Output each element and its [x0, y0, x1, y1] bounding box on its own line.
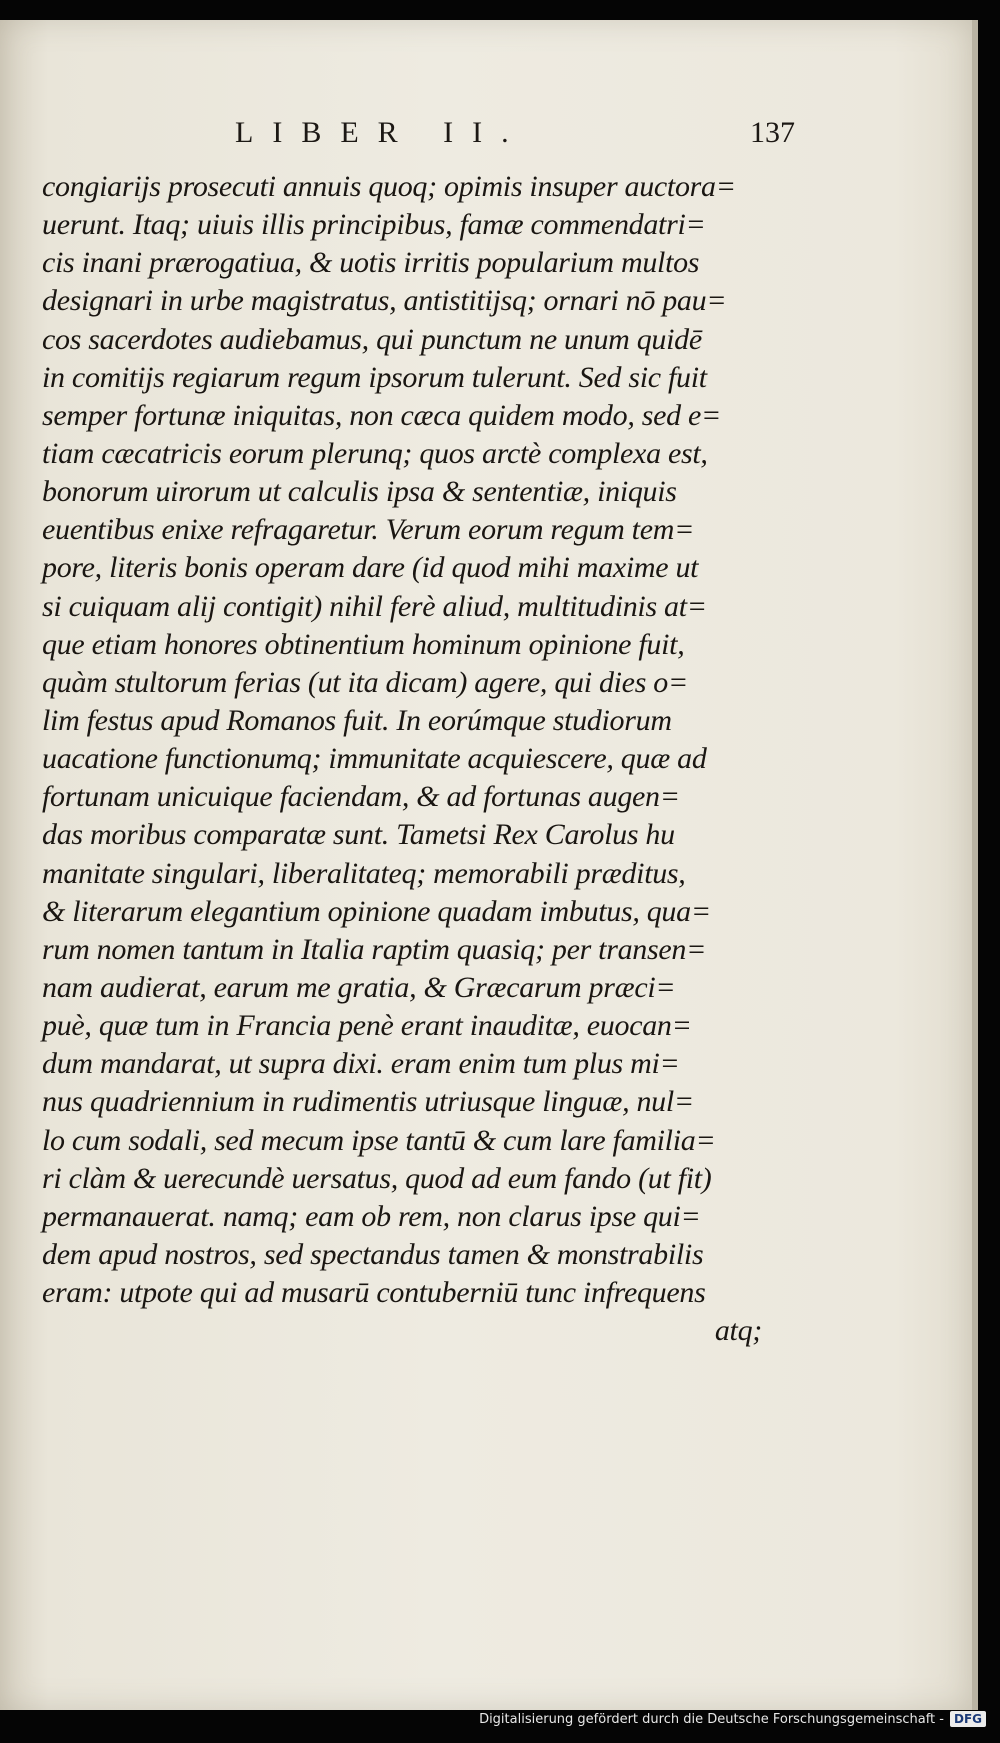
- text-line: manitate singulari, liberalitateq; memorabili præditus,: [42, 856, 686, 890]
- text-line: cis inani prærogatiua, & uotis irritis popularium multos: [42, 246, 700, 280]
- credit-text: Digitalisierung gefördert durch die Deutsche Forschungsgemeinschaft -: [479, 1712, 944, 1727]
- text-line: fortunam unicuique faciendam, & ad fortunas augen=: [42, 780, 680, 814]
- text-line: pore, literis bonis operam dare (id quod mihi maxime ut: [42, 551, 699, 585]
- text-line: uerunt. Itaq; uiuis illis principibus, famæ commendatri=: [42, 208, 706, 242]
- running-head: [235, 116, 795, 156]
- text-line: semper fortunæ iniquitas, non cæca quidem modo, sed e=: [42, 398, 721, 432]
- text-line: eram: utpote qui ad musarū contuberniū tunc infrequens: [42, 1276, 706, 1310]
- digitization-credit: [0, 1711, 1000, 1735]
- text-line: uacatione functionumq; immunitate acquiescere, quæ ad: [42, 742, 707, 776]
- text-line: si cuiquam alij contigit) nihil ferè aliud, multitudinis at=: [42, 589, 707, 623]
- text-line: rum nomen tantum in Italia raptim quasiq; per transen=: [42, 932, 707, 966]
- text-line: ri clàm & uerecundè uersatus, quod ad eum fando (ut fit): [42, 1161, 712, 1195]
- text-line: nus quadriennium in rudimentis utriusque linguæ, nul=: [42, 1085, 694, 1119]
- text-line: que etiam honores obtinentium hominum opinione fuit,: [42, 627, 685, 661]
- text-line: bonorum uirorum ut calculis ipsa & sententiæ, iniquis: [42, 475, 677, 509]
- text-line: das moribus comparatæ sunt. Tametsi Rex Carolus hu: [42, 818, 675, 852]
- text-line: lim festus apud Romanos fuit. In eorúmque studiorum: [42, 703, 672, 737]
- book-page: [0, 20, 978, 1710]
- text-line: euentibus enixe refragaretur. Verum eorum regum tem=: [42, 513, 695, 547]
- text-line: puè, quæ tum in Francia penè erant inauditæ, euocan=: [42, 1009, 692, 1043]
- dfg-logo: DFG: [950, 1711, 986, 1727]
- text-line: congiarijs prosecuti annuis quoq; opimis insuper auctora=: [42, 170, 736, 203]
- text-block: [42, 168, 782, 1350]
- text-line: & literarum elegantium opinione quadam imbutus, qua=: [42, 894, 711, 928]
- text-line: dem apud nostros, sed spectandus tamen & monstrabilis: [42, 1237, 704, 1271]
- page-number: 137: [750, 116, 795, 149]
- text-line: quàm stultorum ferias (ut ita dicam) agere, qui dies o=: [42, 665, 688, 699]
- text-line: lo cum sodali, sed mecum ipse tantū & cum lare familia=: [42, 1123, 716, 1157]
- text-line: in comitijs regiarum regum ipsorum tulerunt. Sed sic fuit: [42, 360, 707, 394]
- text-line: dum mandarat, ut supra dixi. eram enim tum plus mi=: [42, 1047, 680, 1081]
- text-line: cos sacerdotes audiebamus, qui punctum ne unum quidē: [42, 322, 702, 356]
- catchword: atq;: [714, 1314, 762, 1348]
- text-line: permanauerat. namq; eam ob rem, non clarus ipse qui=: [42, 1199, 701, 1233]
- running-title: LIBER II.: [235, 116, 528, 149]
- text-line: tiam cæcatricis eorum plerunq; quos arctè complexa est,: [42, 436, 708, 470]
- text-line: nam audierat, earum me gratia, & Græcarum præci=: [42, 970, 676, 1004]
- text-line: designari in urbe magistratus, antistitijsq; ornari nō pau=: [42, 284, 727, 318]
